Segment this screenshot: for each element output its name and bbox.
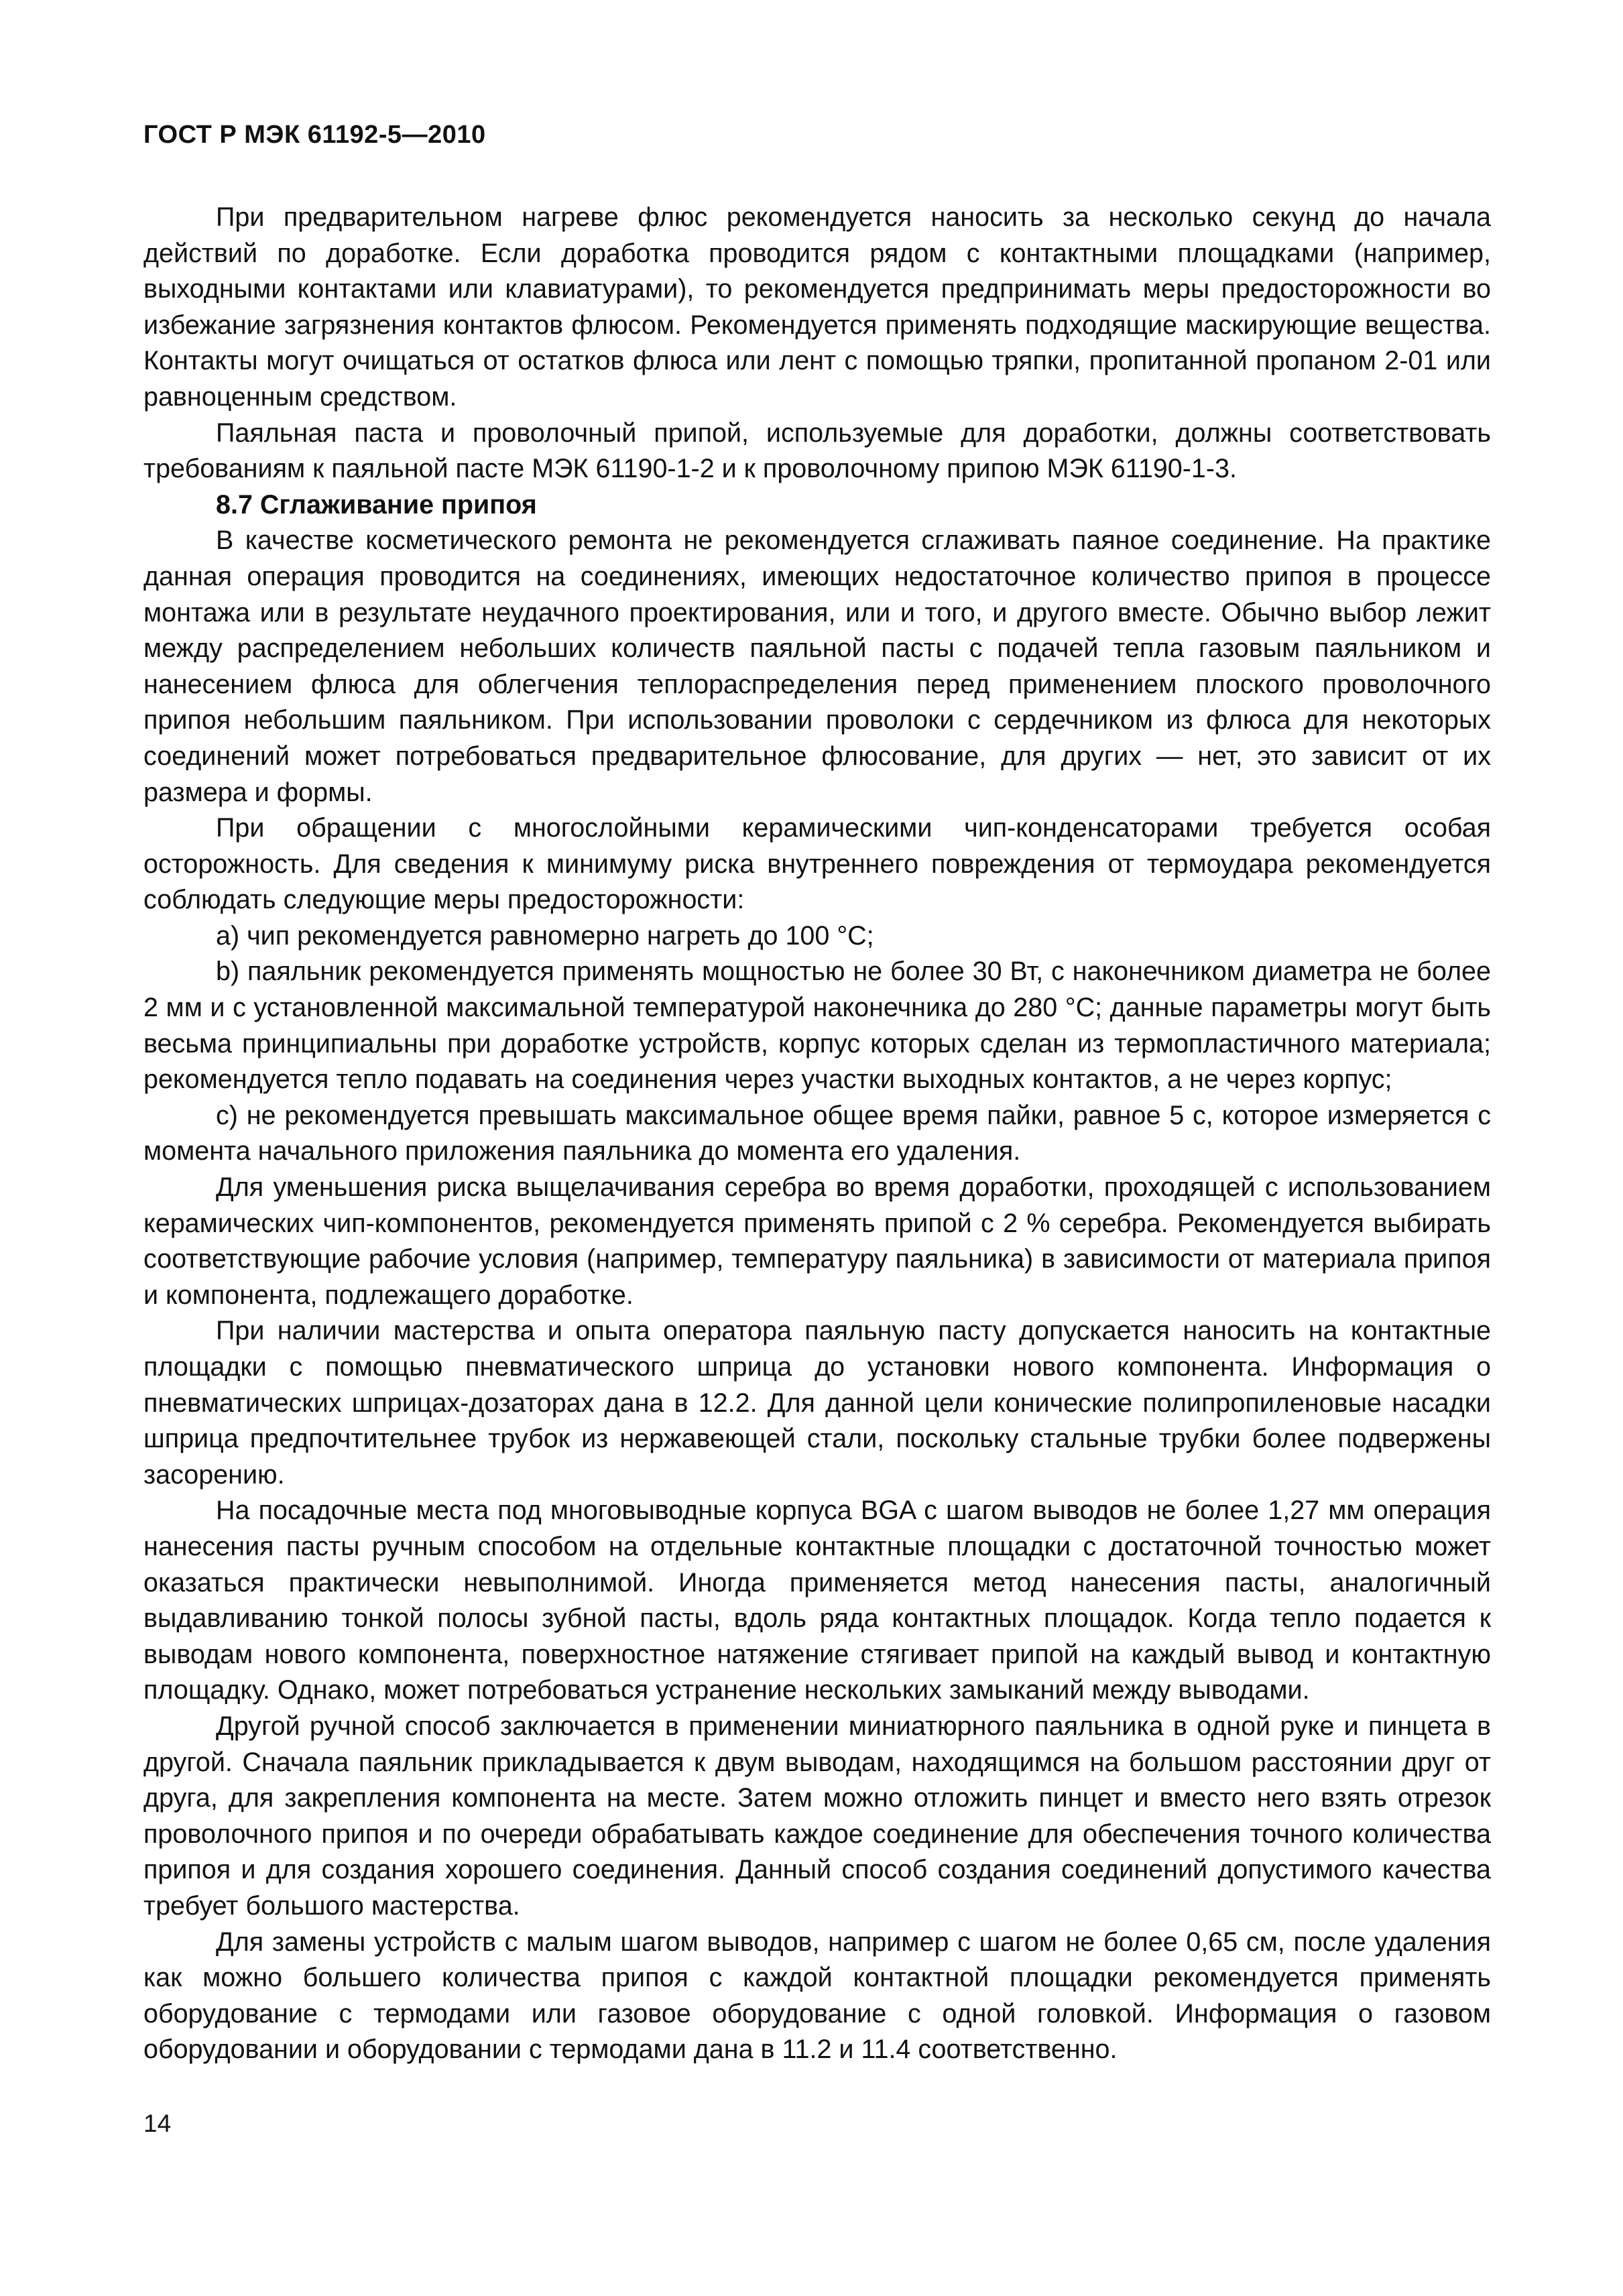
document-page [143, 121, 1491, 2068]
page-number: 14 [143, 2110, 172, 2137]
paragraph-bga-paste: На посадочные места под многовыводные корпуса BGA с шагом выводов не более 1,27 мм операция нанесения пасты ручным способом на отдельные контактные площадки с достаточной точностью может оказаться практически невыполнимой. Иногда применяется метод нанесения пасты, аналогичный выдавливанию тонкой полосы зубной пасты, вдоль ряда контактных площадок. Когда тепло подается к выводам нового компонента, поверхностное натяжение стягивает припой на каждый вывод и контактную площадку. Однако, может потребоваться устранение нескольких замыканий между выводами. [143, 1496, 1491, 1705]
paragraph-smoothing: В качестве косметического ремонта не рекомендуется сглаживать паяное соединение. На практике данная операция проводится на соединениях, имеющих недостаточное количество припоя в процессе монтажа или в результате неудачного проектирования, или и того, и другого вместе. Обычно выбор лежит между распределением небольших количеств паяльной пасты с подачей тепла газовым паяльником и нанесением флюса для облегчения теплораспределения перед применением плоского проволочного припоя небольшим паяльником. При использовании проволоки с сердечником из флюса для некоторых соединений может потребоваться предварительное флюсование, для других — нет, это зависит от их размера и формы. [143, 526, 1491, 807]
paragraph-flux-preheat: При предварительном нагреве флюс рекомендуется наносить за несколько секунд до начала действий по доработке. Если доработка проводится рядом с контактными площадками (например, выходными контактами или клавиатурами), то рекомендуется предпринимать меры предосторожности во избежание загрязнения контактов флюсом. Рекомендуется применять подходящие маскирующие вещества. Контакты могут очищаться от остатков флюса или лент с помощью тряпки, пропитанной пропаном 2-01 или равноценным средством. [143, 202, 1491, 412]
document-body [143, 200, 1491, 2068]
paragraph-ceramic-capacitors: При обращении с многослойными керамическими чип-конденсаторами требуется особая осторожность. Для сведения к минимуму риска внутреннего повреждения от термоудара рекомендуется соблюдать следующие меры предосторожности: [143, 813, 1491, 915]
list-item-b: b) паяльник рекомендуется применять мощностью не более 30 Вт, с наконечником диаметра не более 2 мм и с установленной максимальной температурой наконечника до 280 °С; данные параметры могут быть весьма принципиальны при доработке устройств, корпус которых сделан из термопластичного материала; рекомендуется тепло подавать на соединения через участки выходных контактов, а не через корпус; [143, 957, 1491, 1095]
paragraph-solder-paste-requirements: Паяльная паста и проволочный припой, используемые для доработки, должны соответствовать требованиям к паяльной пасте МЭК 61190-1-2 и к проволочному припою МЭК 61190-1-3. [143, 418, 1491, 484]
paragraph-silver-leaching: Для уменьшения риска выщелачивания серебра во время доработки, проходящей с использованием керамических чип-компонентов, рекомендуется применять припой с 2 % серебра. Рекомендуется выбирать соответствующие рабочие условия (например, температуру паяльника) в зависимости от материала припоя и компонента, подлежащего доработке. [143, 1172, 1491, 1310]
paragraph-pneumatic-syringe: При наличии мастерства и опыта оператора паяльную пасту допускается наносить на контактные площадки с помощью пневматического шприца до установки нового компонента. Информация о пневматических шприцах-дозаторах дана в 12.2. Для данной цели конические полипропиленовые насадки шприца предпочтительнее трубок из нержавеющей стали, поскольку стальные трубки более подвержены засорению. [143, 1316, 1491, 1490]
section-heading-8-7: 8.7 Сглаживание припоя [216, 489, 537, 520]
paragraph-manual-method: Другой ручной способ заключается в применении миниатюрного паяльника в одной руке и пинцета в другой. Сначала паяльник прикладывается к двум выводам, находящимся на большом расстоянии друг от друга, для закрепления компонента на месте. Затем можно отложить пинцет и вместо него взять отрезок проволочного припоя и по очереди обрабатывать каждое соединение для обеспечения точного количества припоя и для создания хорошего соединения. Данный способ создания соединений допустимого качества требует большого мастерства. [143, 1711, 1491, 1921]
document-header: ГОСТ Р МЭК 61192-5—2010 [143, 121, 486, 149]
list-item-c: c) не рекомендуется превышать максимальное общее время пайки, равное 5 с, которое измеряется с момента начального приложения паяльника до момента его удаления. [143, 1100, 1491, 1166]
list-item-a: a) чип рекомендуется равномерно нагреть до 100 °С; [216, 920, 874, 951]
paragraph-fine-pitch-replacement: Для замены устройств с малым шагом выводов, например с шагом не более 0,65 см, после удаления как можно большего количества припоя с каждой контактной площадки рекомендуется применять оборудование с термодами или газовое оборудование с одной головкой. Информация о газовом оборудовании и оборудовании с термодами дана в 11.2 и 11.4 соответственно. [143, 1927, 1491, 2065]
